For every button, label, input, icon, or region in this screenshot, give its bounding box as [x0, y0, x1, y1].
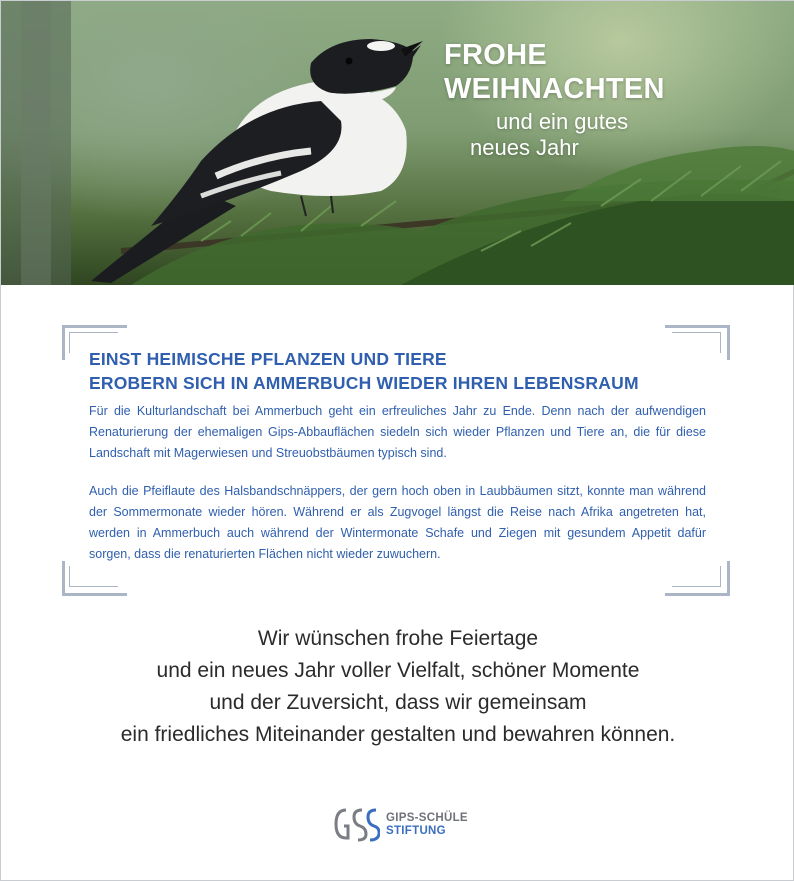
- greeting-subtitle-line1: und ein gutes: [496, 109, 629, 134]
- logo-line1: GIPS-SCHÜLE: [386, 812, 468, 824]
- logo-line2: STIFTUNG: [386, 825, 446, 837]
- greeting-title: [444, 38, 665, 106]
- article-headline: [89, 347, 706, 395]
- article-paragraph-2: Auch die Pfeiflaute des Halsbandschnäppers, der gern hoch oben in Laubbäumen sitzt, konnte man während der Sommermonate wieder hören. Während er als Zugvogel längst die Reise nach Afrika angetreten hat, werden in Ammerbuch auch während der Wintermonate Schafe und Ziegen mit gesundem Appetit dafür sorgen, dass die renaturierten Flächen nicht wieder zuwuchern.: [89, 484, 706, 561]
- article-headline-line2: EROBERN SICH IN AMMERBUCH WIEDER IHREN LEBENSRAUM: [89, 373, 639, 393]
- wishes-line: ein friedliches Miteinander gestalten und bewahren können.: [120, 723, 676, 746]
- wishes-line: Wir wünschen frohe Feiertage: [257, 627, 539, 650]
- logo-text: [386, 812, 468, 838]
- greeting-title-line2: WEIHNACHTEN: [444, 73, 665, 105]
- article-headline-line1: EINST HEIMISCHE PFLANZEN UND TIERE: [89, 349, 447, 369]
- greeting-title-line1: FROHE: [444, 39, 547, 71]
- bracket-inner-bottom-left: [69, 566, 118, 587]
- article-paragraph-1: Für die Kulturlandschaft bei Ammerbuch geht ein erfreuliches Jahr zu Ende. Denn nach der aufwendigen Renaturierung der ehemaligen Gips-Abbauflächen siedeln sich wieder Pflanzen und Tiere an, die für diese Landschaft mit Magerwiesen und Streuobstbäumen typisch sind.: [89, 404, 706, 460]
- bracket-inner-bottom-right: [672, 566, 721, 587]
- wishes-line: und ein neues Jahr voller Vielfalt, schöner Momente: [156, 659, 640, 682]
- wishes-text: [41, 623, 755, 751]
- hero-photo: [1, 1, 794, 285]
- bird-photo: [1, 1, 794, 285]
- gips-schuele-logo: [332, 804, 482, 844]
- article: [89, 347, 706, 565]
- wishes-line: und der Zuversicht, dass wir gemeinsam: [209, 691, 587, 714]
- greeting-subtitle-line2: neues Jahr: [470, 135, 579, 160]
- gss-logo-mark: [332, 804, 380, 844]
